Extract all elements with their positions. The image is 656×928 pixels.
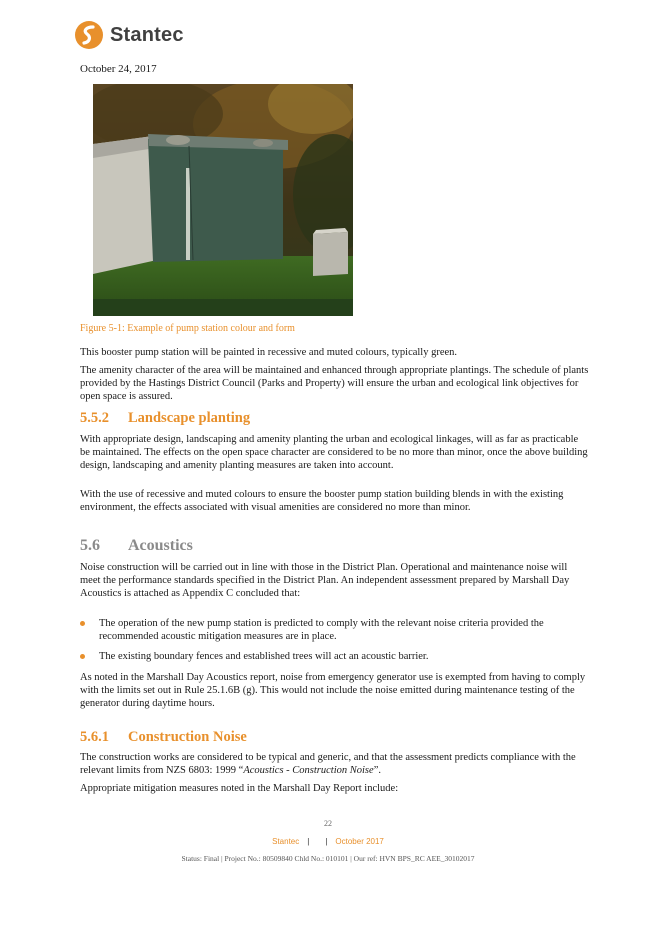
paragraph-text-end: ”. [373,765,381,776]
bullet-dot [80,621,85,626]
paragraph-amenity: The amenity character of the area will be maintained and enhanced through appropriate plantings. The schedule of plants provided by the Hastings District Council (Parks and Property) will ensure the urban and ecological link objectives for open space is assured. [80,365,589,402]
section-title: Landscape planting [128,410,251,426]
footer-separator: | [325,837,328,846]
logo-text: Stantec [110,23,184,46]
section-number: 5.5.2 [80,410,109,426]
figure-caption: Figure 5-1: Example of pump station colour and form [80,323,295,334]
footer-brand: Stantec [272,837,300,846]
page-number: 22 [324,819,332,828]
paragraph-text: The construction works are considered to be typical and generic, and that the assessment predicts compliance with the relevant limits from NZS 6803: 1999 “ [80,752,576,776]
standard-title: Acoustics - Construction Noise [243,765,374,776]
heading-landscape-planting [80,410,250,427]
stantec-logo-icon [74,20,104,50]
paragraph-recessive-colours: With the use of recessive and muted colours to ensure the booster pump station building blends in with the existing environment, the effects associated with visual amenities are considered no more than minor. [80,489,564,513]
paragraph-colours: This booster pump station will be painted in recessive and muted colours, typically green. [80,347,458,358]
paragraph-mitigation: Appropriate mitigation measures noted in the Marshall Day Report include: [80,783,399,794]
footer-brand-line [0,837,656,846]
footer-date: October 2017 [335,837,384,846]
paragraph-noise-construction: Noise construction will be carried out in line with those in the District Plan. Operational and maintenance noise will meet the performance standards specified in the District Plan. An independent assessment prepared by Marshall Day Acoustics is attached as Appendix C concluded that: [80,562,570,599]
bullet-text: The operation of the new pump station is predicted to comply with the relevant noise criteria provided the recommended acoustic mitigation measures are in place. [99,618,544,642]
bullet-item [80,650,590,663]
section-title: Acoustics [128,537,193,554]
paragraph-generator: As noted in the Marshall Day Acoustics report, noise from emergency generator use is exempted from having to comply with the limits set out in Rule 25.1.6B (g). This would not include the noise emitted during maintenance testing of the generator during daytime hours. [80,672,586,709]
paragraph-construction-works [80,751,590,777]
pump-station-image [93,84,353,316]
paragraph-landscape: With appropriate design, landscaping and amenity planting the urban and ecological linkages, will as far as practicable be maintained. The effects on the open space character are considered to be no more than minor, once the above building design, landscaping and amenity planting measures are taken into account. [80,434,588,471]
section-number: 5.6 [80,537,100,554]
document-date: October 24, 2017 [80,63,157,75]
stantec-logo [74,20,184,50]
section-number: 5.6.1 [80,729,109,745]
bullet-item [80,617,590,643]
section-title: Construction Noise [128,729,247,745]
heading-acoustics [80,537,193,555]
footer-status: Status: Final | Project No.: 80509840 Chld No.: 010101 | Our ref: HVN BPS_RC AEE_30102017 [181,854,475,863]
footer-separator: | [307,837,310,846]
bullet-text: The existing boundary fences and established trees will act an acoustic barrier. [99,651,429,662]
bullet-dot [80,654,85,659]
heading-construction-noise [80,729,247,746]
pump-station-photo [93,84,353,316]
